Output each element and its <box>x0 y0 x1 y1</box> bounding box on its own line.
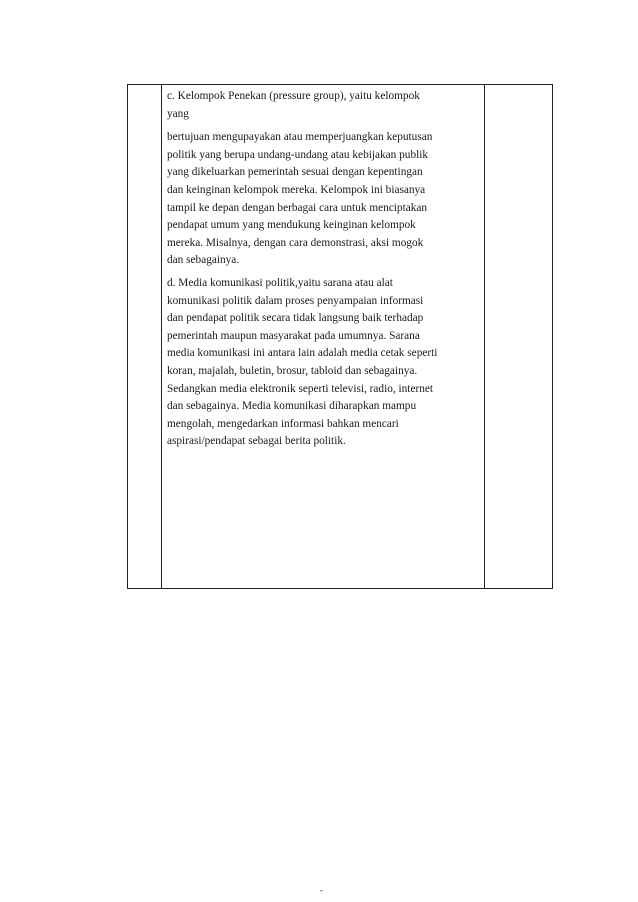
item-c-heading-line: yang <box>167 107 189 120</box>
text-line: politik yang berupa undang-undang atau kebijakan publik <box>167 148 429 161</box>
text-line: dan sebagainya. <box>167 254 240 267</box>
text-line: dan sebagainya. Media komunikasi diharapkan mampu <box>167 400 417 413</box>
text-line: mengolah, mengedarkan informasi bahkan mencari <box>167 417 399 430</box>
text-line: Sedangkan media elektronik seperti televisi, radio, internet <box>167 382 434 395</box>
content-table <box>127 84 553 589</box>
text-line: d. Media komunikasi politik,yaitu sarana atau alat <box>167 276 393 289</box>
table-left-column <box>128 85 162 588</box>
text-line: pemerintah maupun masyarakat pada umumnya. Sarana <box>167 329 420 342</box>
text-line: pendapat umum yang mendukung keinginan kelompok <box>167 219 416 232</box>
text-line: tampil ke depan dengan berbagai cara untuk menciptakan <box>167 201 428 214</box>
text-line: bertujuan mengupayakan atau memperjuangkan keputusan <box>167 131 433 144</box>
text-line: media komunikasi ini antara lain adalah media cetak seperti <box>167 347 438 360</box>
text-line: dan pendapat politik secara tidak langsung baik terhadap <box>167 312 424 325</box>
text-line: aspirasi/pendapat sebagai berita politik. <box>167 435 346 448</box>
text-line: dan keinginan kelompok mereka. Kelompok ini biasanya <box>167 183 426 196</box>
page-footer-mark: - <box>320 885 323 895</box>
item-c-body <box>167 129 486 270</box>
item-d-body <box>167 275 486 451</box>
text-line: yang dikeluarkan pemerintah sesuai dengan kepentingan <box>167 166 423 179</box>
item-c-heading-line: c. Kelompok Penekan (pressure group), yaitu kelompok <box>167 90 420 102</box>
text-line: koran, majalah, buletin, brosur, tabloid dan sebagainya. <box>167 364 418 377</box>
text-line: komunikasi politik dalam proses penyampaian informasi <box>167 294 424 307</box>
table-main-column <box>162 85 486 588</box>
item-c-heading <box>167 88 486 123</box>
text-line: mereka. Misalnya, dengan cara demonstrasi, aksi mogok <box>167 236 424 249</box>
table-right-column <box>484 85 552 588</box>
